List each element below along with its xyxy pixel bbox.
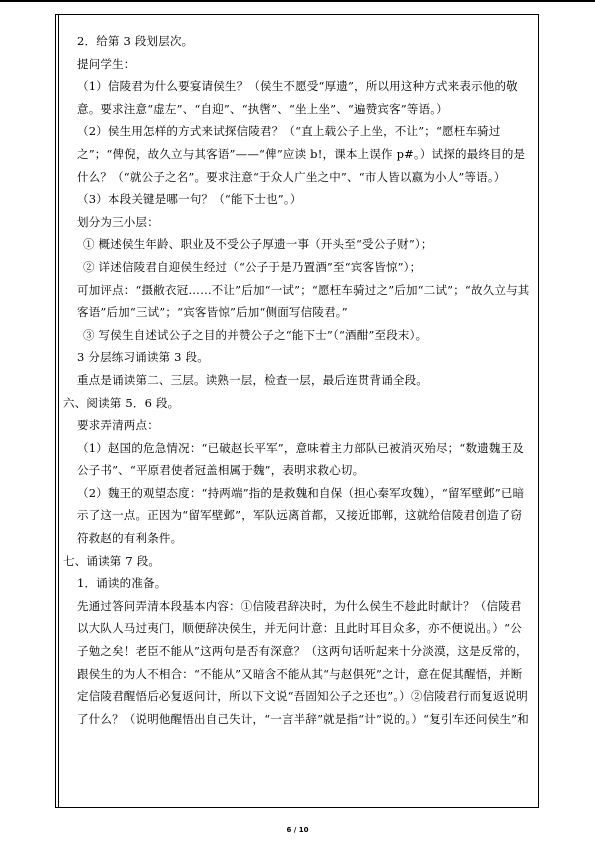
paragraph: 1．诵读的准备。 [77,576,167,591]
paragraph: 2．给第 3 段划层次。 [77,34,194,48]
top-border-line [0,0,595,2]
lesson-content [63,30,533,730]
paragraph: ① 概述侯生年龄、职业及不受公子厚遗一事（开头至“受公子财”）； [83,237,433,252]
paragraph: 六、阅读第 5．6 段。 [63,395,180,410]
paragraph: 要求弄清两点： [77,418,159,433]
page-number: 6 / 10 [286,826,309,834]
paragraph: 七、诵读第 7 段。 [63,553,161,568]
paragraph: 划分为三小层： [77,214,159,229]
paragraph: （1）赵国的危急情况：“已破赵长平军”，意味着主力部队已被消灭殆尽；“数遗魏王及公子书”、“平原君使者冠盖相属于魏”，表明求救心切。 [77,440,524,478]
paragraph: （1）信陵君为什么要宴请侯生？（侯生不愿受“厚遗”，所以用这种方式来表示他的敬意。要求注意“虚左”、“自迎”、“执辔”、“坐上坐”、“遍赞宾客”等语。） [77,79,518,116]
paragraph: 重点是诵读第二、三层。读熟一层，检查一层，最后连贯背诵全段。 [77,372,428,387]
table-left-column-rule [55,14,59,808]
paragraph: （2）侯生用怎样的方式来试探信陵君？（“直上载公子上坐，不让”；“愿枉车骑过之”；“俾倪，故久立与其客语”——“俾”应读 b!，课本上误作 p#。）试探的最终目的是什么？（“就公子之名”。要求注意“于众人广坐之中”、“市人皆以嬴为小人”等语。） [77,124,526,184]
paragraph: 可加评点：“摄敝衣冠……不让”后加“一试”；“愿枉车骑过之”后加“二试”；“故久立与其客语”后加“三试”；“宾客皆惊”后加“侧面写信陵君。” [77,282,530,320]
paragraph: 提问学生： [77,56,136,71]
paragraph: ③ 写侯生自述试公子之目的并赞公子之“能下士”（“酒酣”至段末）。 [83,327,428,342]
paragraph: 先通过答问弄清本段基本内容：①信陵君辞决时，为什么侯生不趁此时献计？（信陵君以大队人马过夷门，顺便辞决侯生，并无问计意：且此时耳目众多，亦不便说出。）“公子勉之矣！老臣不能从”这两句是否有深意？（这两句话听起来十分淡漠，这是反常的，跟侯生的为人不相合：“不能从”又暗含不能从其“与赵俱死”之计，意在促其醒悟，并断定信陵君醒悟后必复返问计，所以下文说“吾固知公子之还也”。）②信陵君行而复返说明了什么？（说明他醒悟出自己失计，“一言半辞”就是指“计”说的。）“复引车还问侯生”和 [77,598,529,726]
paragraph: 3 分层练习诵读第 3 段。 [77,350,209,365]
paragraph: （2）魏王的观望态度：“持两端”指的是救魏和自保（担心秦军攻魏），“留军壁邺”已暗示了这一点。正因为“留军壁邺”，军队远离首都，又接近邯郸，这就给信陵君创造了窃符救赵的有利条件。 [77,485,525,546]
paragraph: ② 详述信陵君自迎侯生经过（“公子于是乃置酒”至“宾客皆惊”）； [83,259,422,274]
paragraph: （3）本段关键是哪一句？（“能下士也”。） [77,192,302,207]
